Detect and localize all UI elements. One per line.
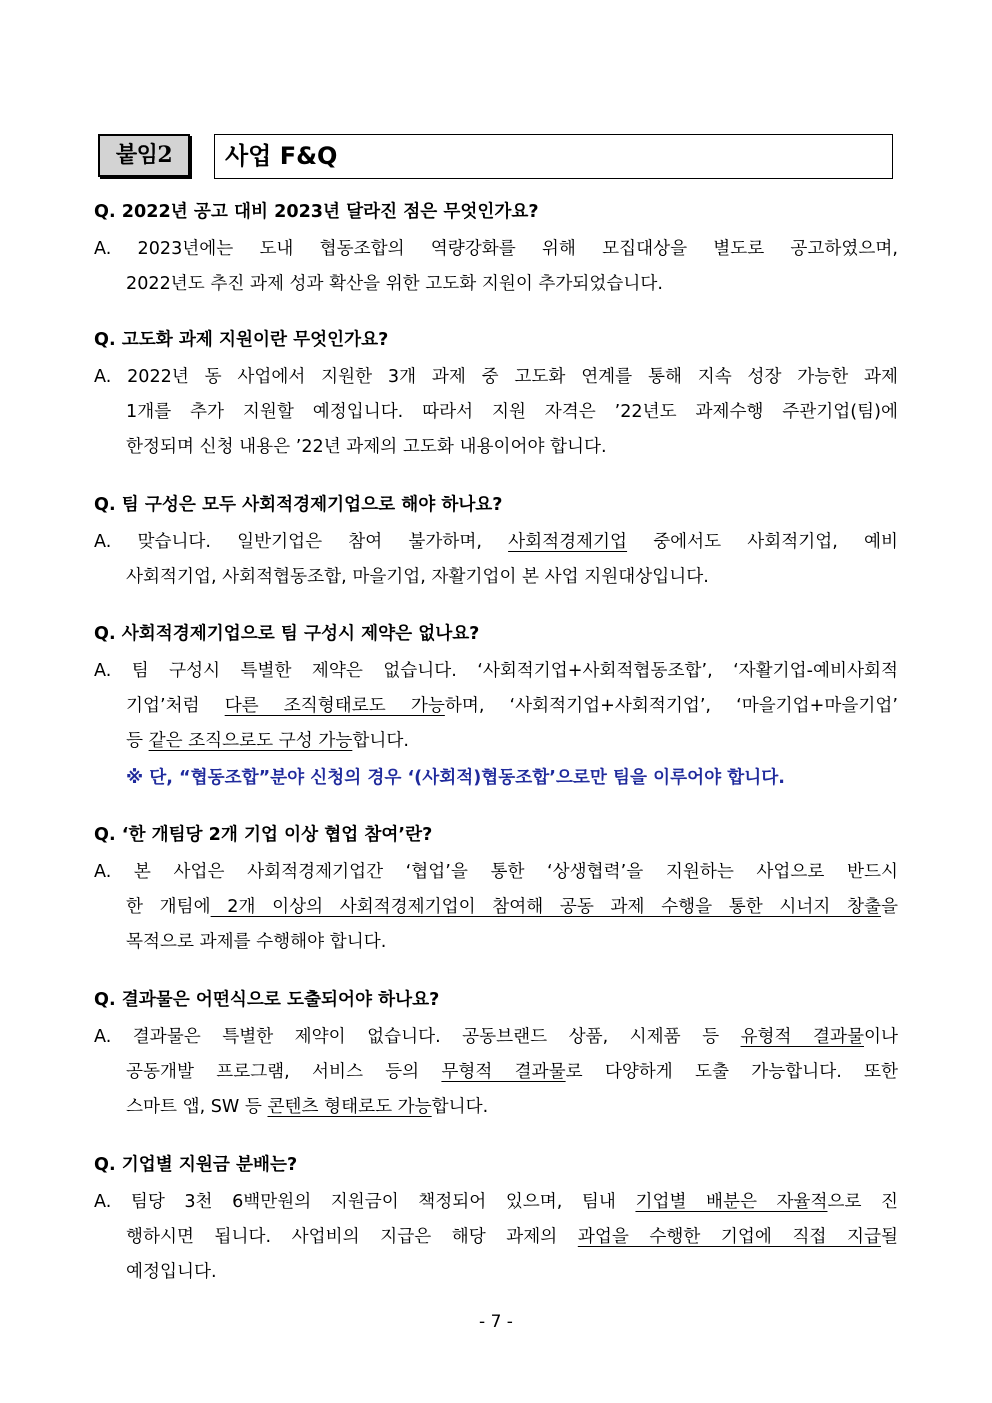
answer-line [126, 1058, 898, 1086]
answer-line [126, 893, 898, 921]
answer-text: 사회적기업, 사회적협동조합, 마을기업, 자활기업이 본 사업 지원대상입니다. [126, 567, 709, 587]
answer-line [126, 1223, 898, 1251]
answer-line [126, 270, 898, 298]
answer-emphasis: 유형적 결과물 [740, 1027, 864, 1047]
answer-emphasis: 사회적경제기업 [508, 532, 628, 552]
answer-text: 스마트 앱, SW 등 [126, 1097, 268, 1117]
question: Q. 사회적경제기업으로 팀 구성시 제약은 없나요? [94, 624, 480, 644]
answer-text: 기업’처럼 [126, 696, 225, 716]
answer-text: 합니다. [431, 1097, 489, 1117]
question: Q. 2022년 공고 대비 2023년 달라진 점은 무엇인가요? [94, 202, 539, 222]
answer-text: A. 팀 구성시 특별한 제약은 없습니다. ‘사회적기업+사회적협동조합’, ‘자활기업-예비사회적 [94, 661, 898, 681]
answer-emphasis: 무형적 결과물 [441, 1062, 566, 1082]
answer-text: 목적으로 과제를 수행해야 합니다. [126, 932, 387, 952]
answer-text: 이나 [864, 1027, 898, 1047]
answer-line [94, 1023, 898, 1051]
answer-text: 등 [126, 731, 149, 751]
answer-line [94, 657, 898, 685]
answer-text: 될 [880, 1227, 898, 1247]
attachment-tag: 붙임2 [98, 134, 190, 177]
answer-text: A. 맞습니다. 일반기업은 참여 불가하며, [94, 532, 509, 552]
answer-text: 공동개발 프로그램, 서비스 등의 [126, 1062, 442, 1082]
answer-line [126, 928, 898, 956]
answer-text: 한정되며 신청 내용은 ’22년 과제의 고도화 내용이어야 합니다. [126, 437, 607, 457]
section-header [98, 134, 894, 179]
answer-line [126, 563, 898, 591]
answer-emphasis: 콘텐츠 형태로도 가능 [267, 1097, 432, 1117]
answer-emphasis: 같은 조직으로도 구성 가능 [148, 731, 353, 751]
answer-text: 2022년도 추진 과제 성과 확산을 위한 고도화 지원이 추가되었습니다. [126, 274, 663, 294]
answer-line [126, 692, 898, 720]
section-title: 사업 F&Q [214, 134, 893, 179]
answer-line [126, 1093, 898, 1121]
note-text: ※ 단, “협동조합”분야 신청의 경우 ‘(사회적)협동조합’으로만 팀을 이루어야 합니다. [126, 768, 785, 788]
answer-text: 예정입니다. [126, 1262, 217, 1282]
answer-text: 을 [881, 897, 899, 917]
answer-line [94, 235, 898, 263]
question: Q. 팀 구성은 모두 사회적경제기업으로 해야 하나요? [94, 495, 503, 515]
answer-text: 1개를 추가 지원할 예정입니다. 따라서 지원 자격은 ’22년도 과제수행 주관기업(팀)에 [126, 402, 898, 422]
answer-line [94, 363, 898, 391]
answer-text: 행하시면 됩니다. 사업비의 지급은 해당 과제의 [126, 1227, 578, 1247]
answer-line [126, 433, 898, 461]
answer-text: 한 개팀에 [126, 897, 211, 917]
answer-text: A. 결과물은 특별한 제약이 없습니다. 공동브랜드 상품, 시제품 등 [94, 1027, 741, 1047]
answer-emphasis: 기업별 배분은 자율적 [635, 1192, 828, 1212]
answer-line [126, 1258, 898, 1286]
answer-text: A. 2022년 동 사업에서 지원한 3개 과제 중 고도화 연계를 통해 지속 성장 가능한 과제 [94, 367, 898, 387]
page-number: - 7 - [479, 1312, 513, 1332]
answer-emphasis: 2개 이상의 사회적경제기업이 참여해 공동 과제 수행을 통한 시너지 창출 [210, 897, 882, 917]
question: Q. 고도화 과제 지원이란 무엇인가요? [94, 330, 389, 350]
answer-line [94, 528, 898, 556]
question: Q. ‘한 개팀당 2개 기업 이상 협업 참여’란? [94, 825, 433, 845]
answer-text: 중에서도 사회적기업, 예비 [627, 532, 898, 552]
answer-emphasis: 과업을 수행한 기업에 직접 지급 [577, 1227, 881, 1247]
answer-text: A. 팀당 3천 6백만원의 지원금이 책정되어 있으며, 팀내 [94, 1192, 636, 1212]
answer-text: 로 다양하게 도출 가능합니다. 또한 [565, 1062, 898, 1082]
answer-emphasis: 다른 조직형태로도 가능 [224, 696, 445, 716]
answer-line [126, 727, 898, 755]
answer-text: 합니다. [352, 731, 409, 751]
question: Q. 기업별 지원금 분배는? [94, 1155, 298, 1175]
answer-line [94, 858, 898, 886]
answer-text: 으로 진 [827, 1192, 899, 1212]
question: Q. 결과물은 어떤식으로 도출되어야 하나요? [94, 990, 440, 1010]
answer-text: A. 2023년에는 도내 협동조합의 역량강화를 위해 모집대상을 별도로 공고하였으며, [94, 239, 898, 259]
answer-text: 하며, ‘사회적기업+사회적기업’, ‘마을기업+마을기업’ [444, 696, 898, 716]
answer-line [126, 398, 898, 426]
answer-line [94, 1188, 898, 1216]
answer-text: A. 본 사업은 사회적경제기업간 ‘협업’을 통한 ‘상생협력’을 지원하는 사업으로 반드시 [94, 862, 898, 882]
